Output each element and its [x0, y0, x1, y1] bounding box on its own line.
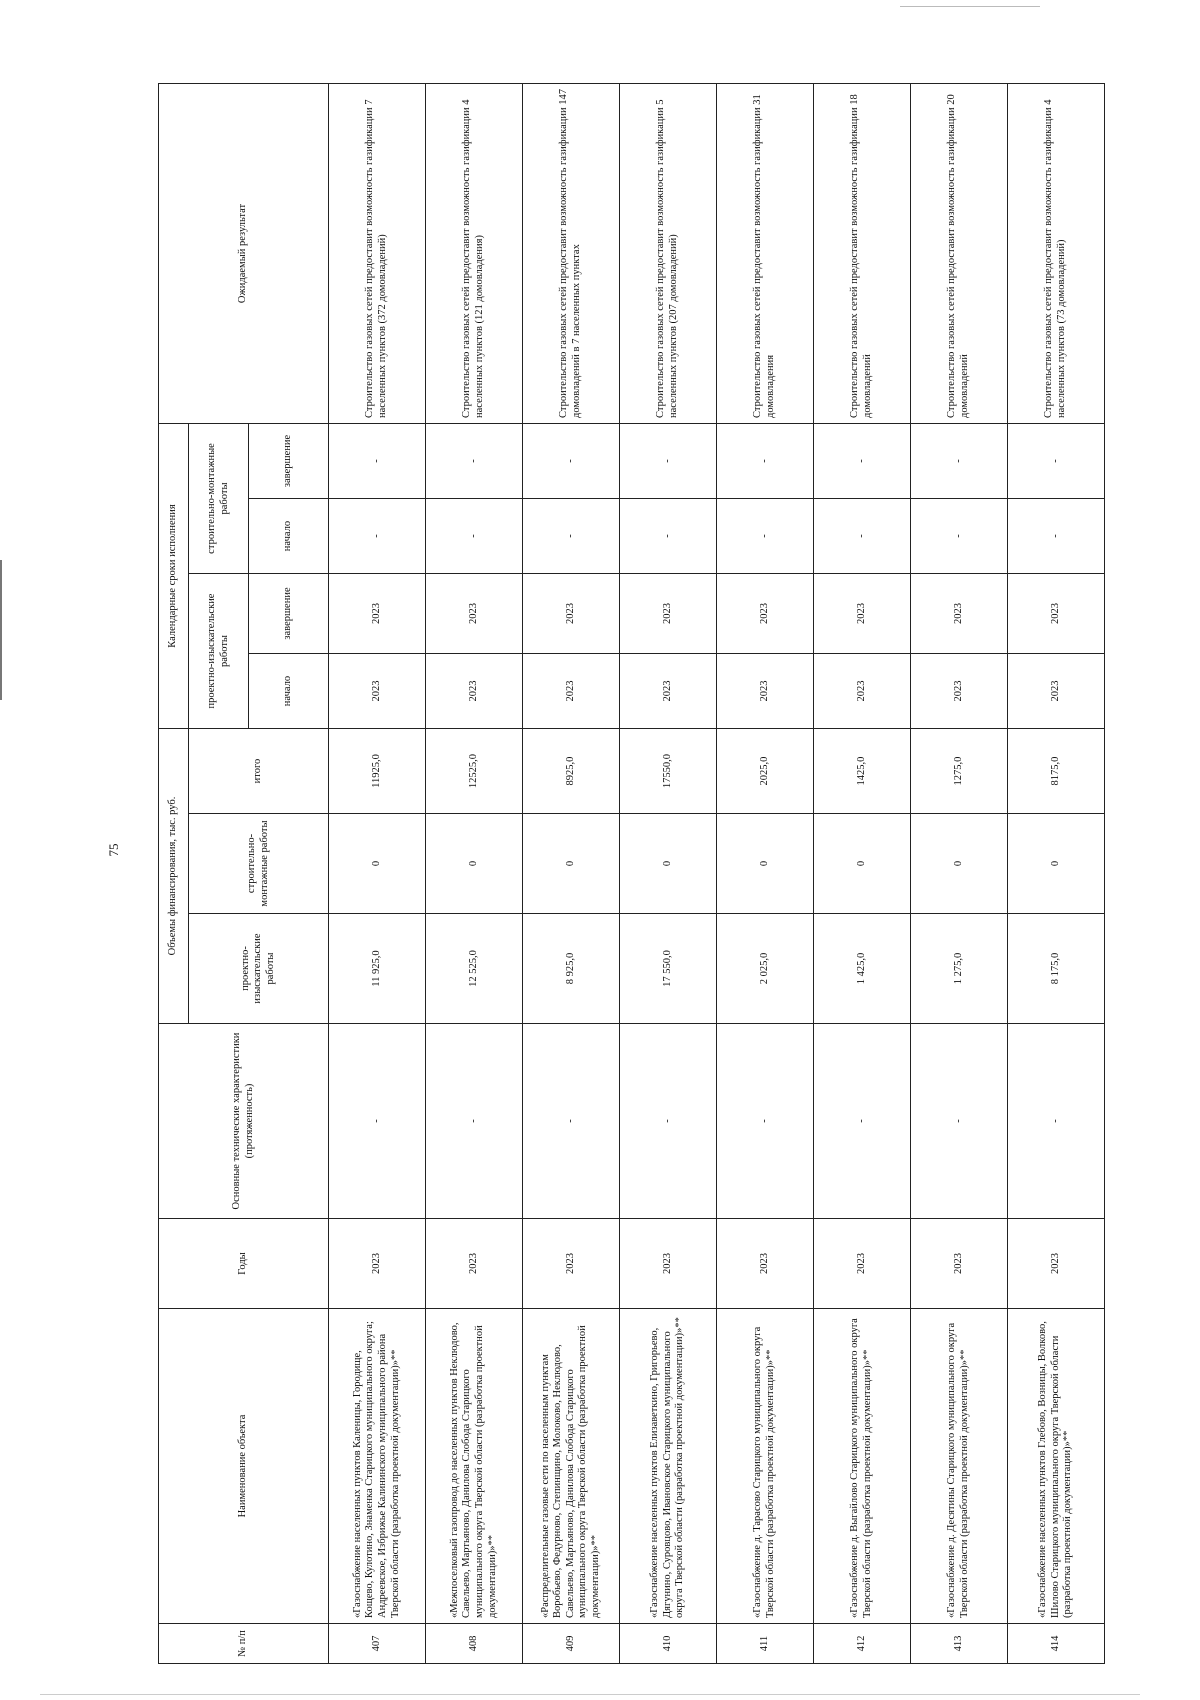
construction-end: - [426, 423, 523, 498]
year: 2023 [911, 1219, 1008, 1309]
row-number: 408 [426, 1624, 523, 1664]
expected-result: Строительство газовых сетей предоставит возможность газификации 18 домовладений [814, 83, 911, 423]
funding-construction: 0 [523, 814, 620, 914]
construction-end: - [814, 423, 911, 498]
header-construction-end: завершение [249, 423, 329, 498]
year: 2023 [329, 1219, 426, 1309]
funding-construction: 0 [814, 814, 911, 914]
construction-start: - [1008, 499, 1105, 574]
construction-end: - [911, 423, 1008, 498]
header-funding-design: проектно-изыскательские работы [189, 914, 329, 1024]
construction-start: - [329, 499, 426, 574]
construction-start: - [426, 499, 523, 574]
design-end: 2023 [717, 574, 814, 654]
tech-characteristics: - [1008, 1024, 1105, 1219]
object-name: «Газоснабжение населенных пунктов Каленицы, Городище, Кощево, Кулотино, Знаменка Старицкого муниципального округа; Андреевское, Избрижье Калининского муниципального района Тверской области (разработка проектной документации)»** [329, 1309, 426, 1624]
funding-design: 17 550,0 [620, 914, 717, 1024]
table-row [1008, 83, 1105, 1663]
table-row [620, 83, 717, 1663]
scan-edge-mark [900, 6, 1040, 7]
funding-construction: 0 [717, 814, 814, 914]
row-number: 413 [911, 1624, 1008, 1664]
expected-result: Строительство газовых сетей предоставит возможность газификации 147 домовладений в 7 населенных пунктах [523, 83, 620, 423]
row-number: 414 [1008, 1624, 1105, 1664]
funding-total: 2025,0 [717, 729, 814, 814]
scan-edge-mark [0, 560, 2, 700]
header-num: № п/п [159, 1624, 329, 1664]
tech-characteristics: - [620, 1024, 717, 1219]
year: 2023 [426, 1219, 523, 1309]
year: 2023 [814, 1219, 911, 1309]
design-end: 2023 [620, 574, 717, 654]
gasification-table [158, 83, 1105, 1664]
header-design-start: начало [249, 654, 329, 729]
construction-start: - [620, 499, 717, 574]
tech-characteristics: - [814, 1024, 911, 1219]
construction-start: - [523, 499, 620, 574]
table-row [911, 83, 1008, 1663]
funding-design: 8 175,0 [1008, 914, 1105, 1024]
funding-total: 12525,0 [426, 729, 523, 814]
expected-result: Строительство газовых сетей предоставит возможность газификации 4 населенных пунктов (73 домовладений) [1008, 83, 1105, 423]
object-name: «Газоснабжение д. Выгайлово Старицкого муниципального округа Тверской области (разработка проектной документации)»** [814, 1309, 911, 1624]
tech-characteristics: - [911, 1024, 1008, 1219]
page-number: 75 [106, 843, 121, 857]
funding-total: 8925,0 [523, 729, 620, 814]
construction-end: - [329, 423, 426, 498]
table-row [329, 83, 426, 1663]
row-number: 407 [329, 1624, 426, 1664]
construction-end: - [523, 423, 620, 498]
table-row [426, 83, 523, 1663]
construction-start: - [814, 499, 911, 574]
funding-total: 11925,0 [329, 729, 426, 814]
row-number: 409 [523, 1624, 620, 1664]
funding-design: 2 025,0 [717, 914, 814, 1024]
design-end: 2023 [911, 574, 1008, 654]
construction-start: - [717, 499, 814, 574]
funding-design: 1 275,0 [911, 914, 1008, 1024]
year: 2023 [1008, 1219, 1105, 1309]
design-end: 2023 [1008, 574, 1105, 654]
header-design-end: завершение [249, 574, 329, 654]
row-number: 410 [620, 1624, 717, 1664]
funding-construction: 0 [620, 814, 717, 914]
expected-result: Строительство газовых сетей предоставит возможность газификации 20 домовладений [911, 83, 1008, 423]
header-funding: Объемы финансирования, тыс. руб. [159, 729, 189, 1024]
table-row [523, 83, 620, 1663]
header-tech-characteristics: Основные технические характеристики (протяженность) [159, 1024, 329, 1219]
year: 2023 [620, 1219, 717, 1309]
table-row [814, 83, 911, 1663]
header-schedule: Календарные сроки исполнения [159, 423, 189, 728]
expected-result: Строительство газовых сетей предоставит возможность газификации 4 населенных пунктов (121 домовладения) [426, 83, 523, 423]
table-row [717, 83, 814, 1663]
header-schedule-construction: строительно-монтажные работы [189, 423, 249, 573]
table-body [329, 83, 1105, 1663]
expected-result: Строительство газовых сетей предоставит возможность газификации 7 населенных пунктов (372 домовладений) [329, 83, 426, 423]
design-start: 2023 [814, 654, 911, 729]
design-end: 2023 [523, 574, 620, 654]
funding-construction: 0 [426, 814, 523, 914]
design-start: 2023 [426, 654, 523, 729]
header-funding-construction: строительно-монтажные работы [189, 814, 329, 914]
row-number: 411 [717, 1624, 814, 1664]
year: 2023 [523, 1219, 620, 1309]
tech-characteristics: - [329, 1024, 426, 1219]
object-name: «Газоснабжение населенных пунктов Глебово, Возницы, Волково, Шилово Старицкого муниципального округа Тверской области (разработка проектной документации)»** [1008, 1309, 1105, 1624]
scan-edge-mark [40, 1694, 1140, 1695]
funding-design: 11 925,0 [329, 914, 426, 1024]
object-name: «Межпоселковый газопровод до населенных пунктов Неклюдово, Савельево, Мартьяново, Данилова Слобода Старицкого муниципального округа Тверской области (разработка проектной документации)»** [426, 1309, 523, 1624]
tech-characteristics: - [523, 1024, 620, 1219]
header-funding-total: итого [189, 729, 329, 814]
funding-design: 8 925,0 [523, 914, 620, 1024]
object-name: «Газоснабжение д. Десятины Старицкого муниципального округа Тверской области (разработка проектной документации)»** [911, 1309, 1008, 1624]
tech-characteristics: - [426, 1024, 523, 1219]
expected-result: Строительство газовых сетей предоставит возможность газификации 31 домовладения [717, 83, 814, 423]
funding-total: 1425,0 [814, 729, 911, 814]
table-header [159, 83, 329, 1663]
funding-construction: 0 [911, 814, 1008, 914]
funding-design: 12 525,0 [426, 914, 523, 1024]
tech-characteristics: - [717, 1024, 814, 1219]
header-schedule-design: проектно-изыскательские работы [189, 574, 249, 729]
construction-end: - [717, 423, 814, 498]
design-start: 2023 [911, 654, 1008, 729]
funding-total: 8175,0 [1008, 729, 1105, 814]
design-start: 2023 [620, 654, 717, 729]
funding-construction: 0 [329, 814, 426, 914]
object-name: «Газоснабжение населенных пунктов Елизаветкино, Григорьево, Дягунино, Суровцово, Ивановское Старицкого муниципального округа Тверской области (разработка проектной документации)»** [620, 1309, 717, 1624]
design-end: 2023 [426, 574, 523, 654]
funding-total: 1275,0 [911, 729, 1008, 814]
construction-end: - [1008, 423, 1105, 498]
design-start: 2023 [717, 654, 814, 729]
header-expected-result: Ожидаемый результат [159, 83, 329, 423]
year: 2023 [717, 1219, 814, 1309]
object-name: «Распределительные газовые сети по населенным пунктам Воробьево, Федурново, Степинщино, Молоково, Неклюдово, Савельево, Мартьяново, Данилова Слобода Старицкого муниципального округа Тверской области (разработка проектной документации)»** [523, 1309, 620, 1624]
header-construction-start: начало [249, 499, 329, 574]
row-number: 412 [814, 1624, 911, 1664]
design-start: 2023 [523, 654, 620, 729]
expected-result: Строительство газовых сетей предоставит возможность газификации 5 населенных пунктов (207 домовладений) [620, 83, 717, 423]
design-start: 2023 [1008, 654, 1105, 729]
funding-total: 17550,0 [620, 729, 717, 814]
construction-start: - [911, 499, 1008, 574]
design-end: 2023 [329, 574, 426, 654]
header-object-name: Наименование объекта [159, 1309, 329, 1624]
funding-design: 1 425,0 [814, 914, 911, 1024]
rotated-page [158, 84, 1188, 1664]
design-start: 2023 [329, 654, 426, 729]
header-years: Годы [159, 1219, 329, 1309]
object-name: «Газоснабжение д. Тарасово Старицкого муниципального округа Тверской области (разработка проектной документации)»** [717, 1309, 814, 1624]
design-end: 2023 [814, 574, 911, 654]
construction-end: - [620, 423, 717, 498]
funding-construction: 0 [1008, 814, 1105, 914]
